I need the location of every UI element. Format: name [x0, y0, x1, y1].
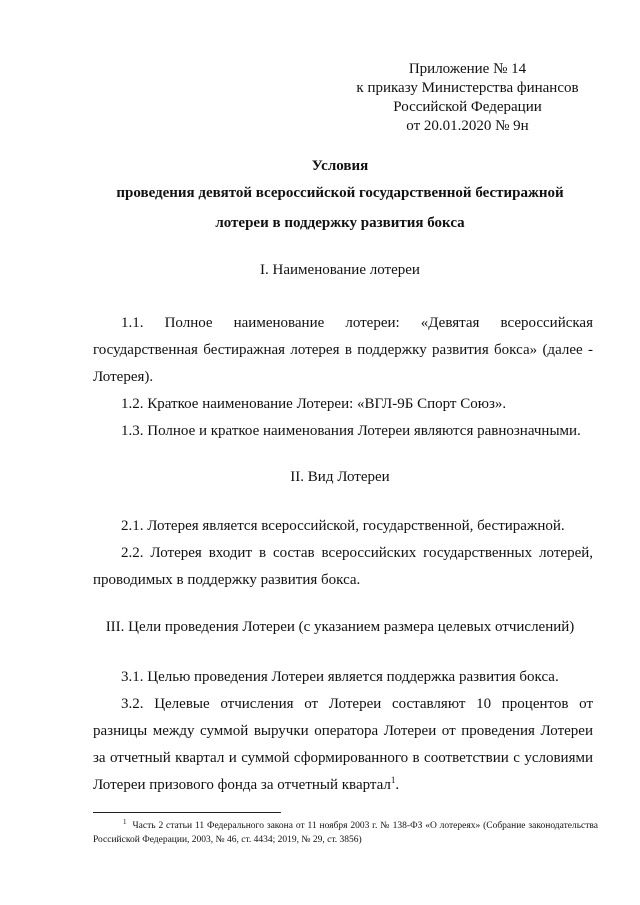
document-subtitle-2: лотереи в поддержку развития бокса	[215, 215, 465, 231]
paragraph-3-1: 3.1. Целью проведения Лотереи является поддержка развития бокса.	[121, 669, 559, 685]
section-heading-2: II. Вид Лотереи	[290, 469, 390, 485]
section-heading-3: III. Цели проведения Лотереи (с указанием размера целевых отчислений)	[105, 619, 575, 635]
section-heading-1: I. Наименование лотереи	[260, 262, 420, 278]
footnote	[93, 819, 598, 847]
document-title: Условия	[311, 158, 369, 174]
appendix-order: к приказу Министерства финансов	[356, 80, 579, 96]
paragraph-1-2: 1.2. Краткое наименование Лотереи: «ВГЛ-9Б Спорт Союз».	[121, 396, 507, 412]
paragraph-3-2-end: .	[395, 777, 400, 793]
appendix-date: от 20.01.2020 № 9н	[406, 118, 529, 134]
paragraph-3-2	[93, 691, 593, 799]
footnote-divider	[93, 812, 281, 813]
appendix-federation: Российской Федерации	[393, 99, 542, 115]
appendix-number: Приложение № 14	[408, 61, 527, 77]
paragraph-2-2: 2.2. Лотерея входит в состав всероссийских государственных лотерей, проводимых в поддержку развития бокса.	[93, 545, 593, 588]
paragraph-3-2-text: 3.2. Целевые отчисления от Лотереи составляют 10 процентов от разницы между суммой выручки оператора Лотереи от проведения Лотереи за отчетный квартал и суммой сформированного в соответствии с условиями Лотереи призового фонда за отчетный квартал	[93, 696, 593, 793]
appendix-header	[340, 60, 595, 136]
paragraph-2-1: 2.1. Лотерея является всероссийской, государственной, бестиражной.	[121, 518, 565, 534]
footnote-text: Часть 2 статьи 11 Федерального закона от 11 ноября 2003 г. № 138-ФЗ «О лотереях» (Собрание законодательства Российской Федерации, 2003, № 46, ст. 4434; 2019, № 29, ст. 3856)	[93, 821, 598, 845]
paragraph-1-3: 1.3. Полное и краткое наименования Лотереи являются равнозначными.	[121, 423, 581, 439]
paragraph-1-1: 1.1. Полное наименование лотереи: «Девятая всероссийская государственная бестиражная лотерея в поддержку развития бокса» (далее - Лотерея).	[93, 315, 593, 385]
footnote-mark: 1	[123, 817, 127, 826]
footnote-reference[interactable]: 1	[390, 775, 396, 785]
document-subtitle-1: проведения девятой всероссийской государственной бестиражной	[116, 185, 564, 201]
